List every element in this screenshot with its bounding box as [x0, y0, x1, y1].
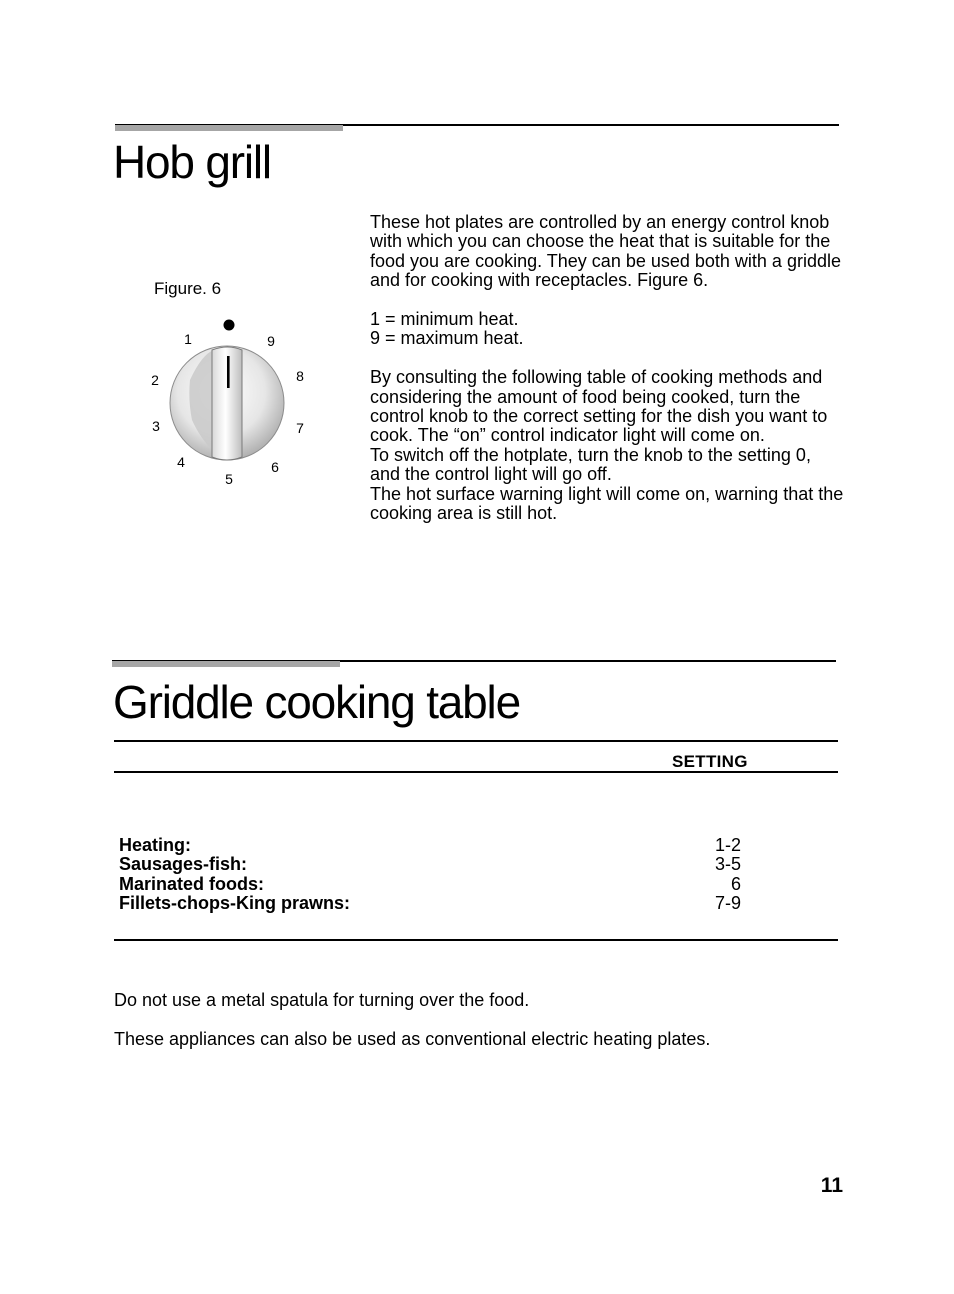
paragraph-instructions: By consulting the following table of cooking methods and considering the amount of food being cooked, turn the control knob to the correct setting for the dish you want to cook. The “on” control indicator light will come on. To switch off the hotplate, turn the knob to the setting 0, and the control light will go off. The hot surface warning light will come on, warning that the cooking area is still hot.: [370, 367, 844, 524]
table-row-setting: 1-2: [714, 835, 741, 855]
table-bottom-rule: [114, 939, 838, 941]
control-knob-figure: [140, 310, 320, 490]
table-top-rule: [114, 740, 838, 742]
section1-accent-bar: [115, 125, 343, 131]
page-number: 11: [820, 1174, 843, 1197]
dial-label-5: 5: [225, 471, 233, 487]
hob-grill-description: [370, 213, 844, 523]
dial-indicator-dot: [224, 320, 235, 331]
table-row-setting: 7-9: [714, 893, 741, 914]
section2-accent-bar: [112, 661, 340, 667]
dial-label-9: 9: [267, 333, 275, 349]
section2-title: Griddle cooking table: [113, 676, 520, 728]
table-row-food: Sausages-fish:: [119, 854, 248, 875]
dial-label-3: 3: [152, 418, 160, 434]
control-knob-icon: [140, 310, 320, 490]
dial-pointer: [227, 356, 230, 388]
paragraph-heat-scale: 1 = minimum heat. 9 = maximum heat.: [370, 309, 524, 349]
dial-label-7: 7: [296, 420, 304, 436]
table-row-setting: 6: [730, 873, 741, 894]
note-conventional-use: These appliances can also be used as conventional electric heating plates.: [114, 1029, 711, 1049]
dial-label-1: 1: [184, 331, 192, 347]
figure-caption: Figure. 6: [154, 279, 222, 298]
dial-label-6: 6: [271, 459, 279, 475]
table-column-header-setting: SETTING: [672, 752, 748, 771]
dial-label-8: 8: [296, 368, 304, 384]
table-header-rule: [114, 771, 838, 773]
table-row-food: Fillets-chops-King prawns:: [119, 893, 351, 914]
table-row-food: Marinated foods:: [119, 873, 265, 894]
table-row-setting: 3-5: [714, 854, 741, 875]
note-spatula: Do not use a metal spatula for turning over the food.: [114, 990, 530, 1010]
section1-title: Hob grill: [113, 136, 271, 188]
table-setting-column: [680, 836, 741, 914]
paragraph-intro: These hot plates are controlled by an energy control knob with which you can choose the heat that is suitable for the food you are cooking. They can be used both with a griddle and for cooking with receptacles. Figure 6.: [370, 212, 841, 291]
table-row-food: Heating:: [119, 835, 191, 855]
table-food-column: [119, 836, 350, 914]
dial-label-2: 2: [151, 372, 159, 388]
dial-label-4: 4: [177, 454, 185, 470]
